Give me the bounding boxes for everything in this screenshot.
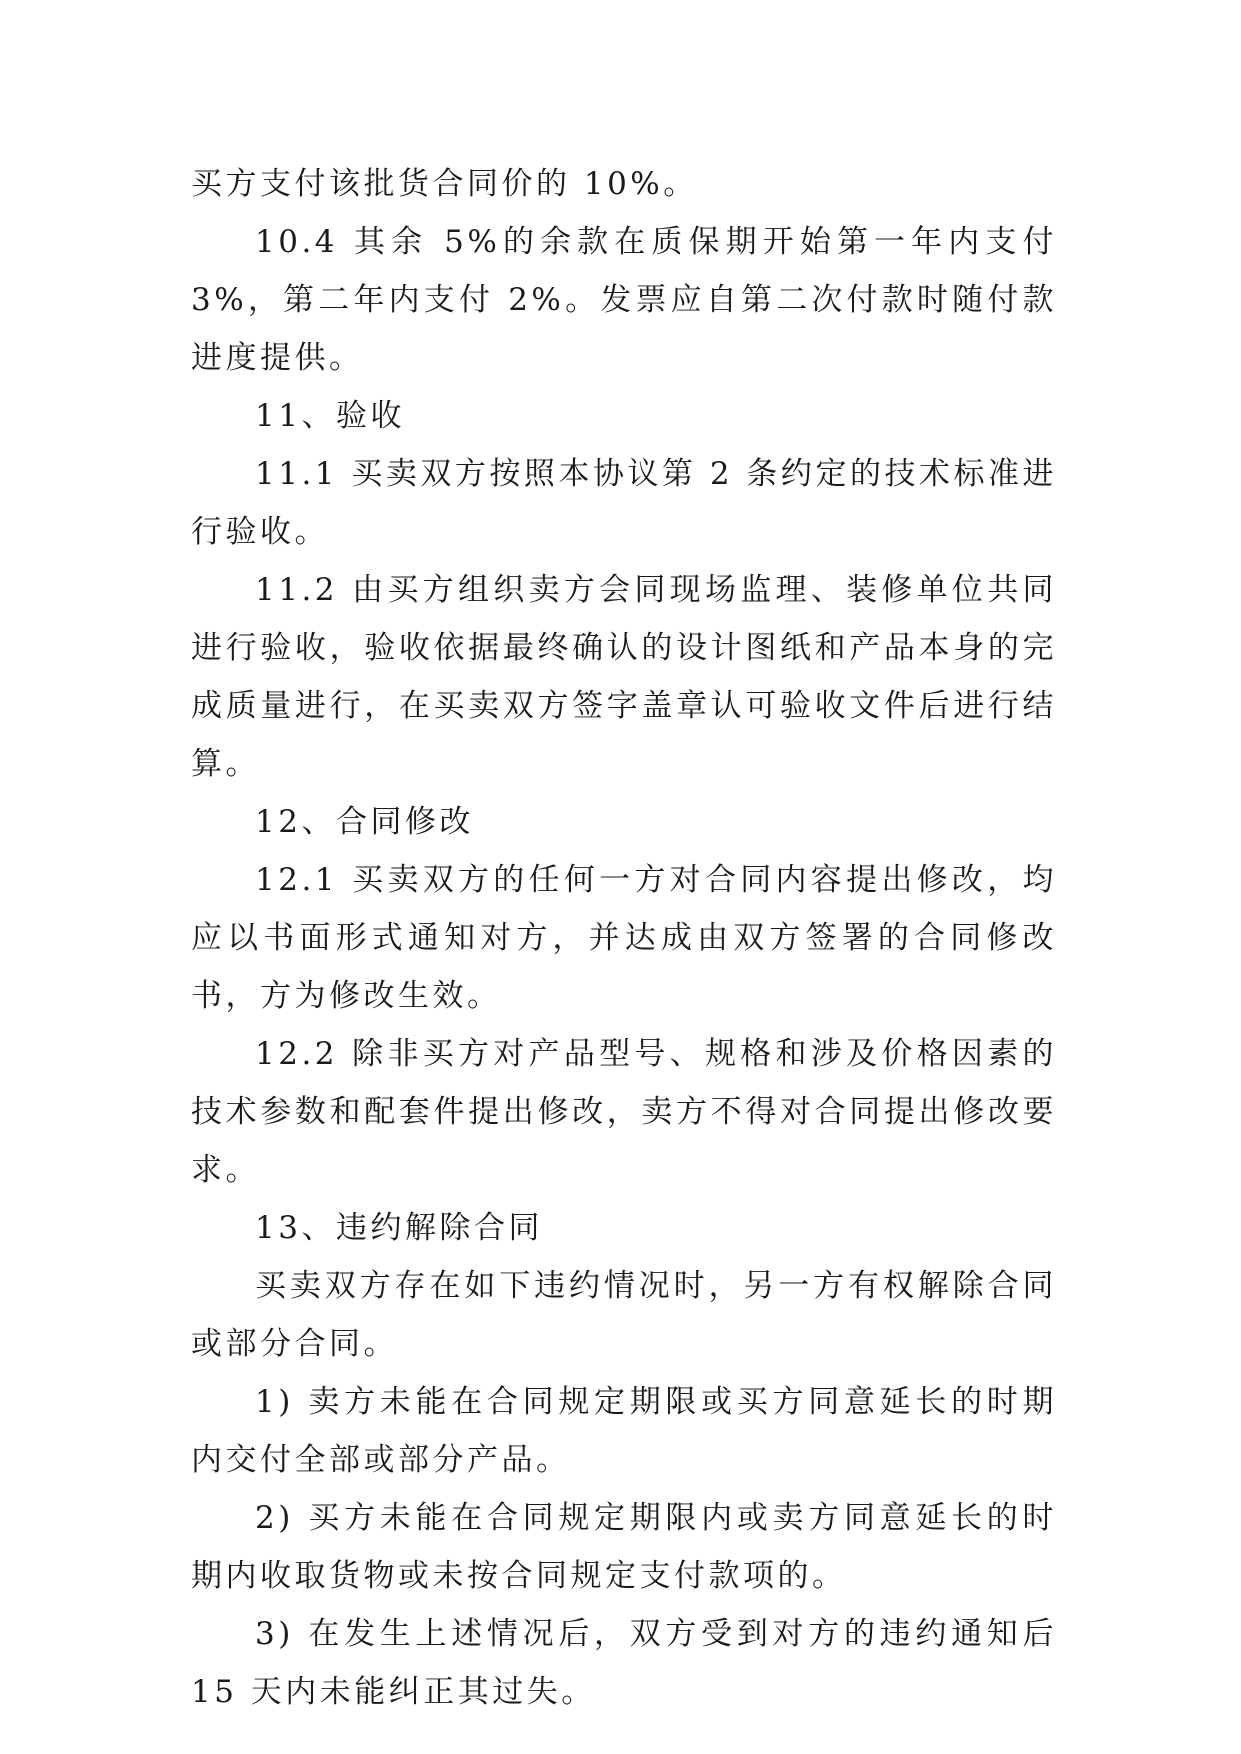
- paragraph-11-2: 11.2 由买方组织卖方会同现场监理、装修单位共同进行验收，验收依据最终确认的设计图纸和产品本身的完成质量进行，在买卖双方签字盖章认可验收文件后进行结算。: [191, 572, 1057, 782]
- paragraph-12-2: 12.2 除非买方对产品型号、规格和涉及价格因素的技术参数和配套件提出修改，卖方不得对合同提出修改要求。: [191, 1036, 1057, 1188]
- paragraph-10-4: 10.4 其余 5%的余款在质保期开始第一年内支付 3%，第二年内支付 2%。发票应自第二次付款时随付款进度提供。: [191, 224, 1057, 376]
- list-item-2: 2) 买方未能在合同规定期限内或卖方同意延长的时期内收取货物或未按合同规定支付款项的。: [191, 1500, 1057, 1594]
- paragraph-payment-continuation: 买方支付该批货合同价的 10%。: [191, 166, 698, 202]
- paragraph-13-intro: 买卖双方存在如下违约情况时，另一方有权解除合同或部分合同。: [191, 1268, 1057, 1362]
- paragraph-12-1: 12.1 买卖双方的任何一方对合同内容提出修改，均应以书面形式通知对方，并达成由双方签署的合同修改书，方为修改生效。: [191, 862, 1057, 1014]
- list-item-3: 3) 在发生上述情况后，双方受到对方的违约通知后 15 天内未能纠正其过失。: [191, 1616, 1057, 1710]
- heading-12-contract-modification: 12、合同修改: [255, 804, 474, 840]
- heading-13-termination: 13、违约解除合同: [255, 1210, 543, 1246]
- document-body: [191, 155, 1057, 1721]
- list-item-1: 1) 卖方未能在合同规定期限或买方同意延长的时期内交付全部或部分产品。: [191, 1384, 1057, 1478]
- heading-11-acceptance: 11、验收: [255, 398, 405, 434]
- paragraph-11-1: 11.1 买卖双方按照本协议第 2 条约定的技术标准进行验收。: [191, 456, 1057, 550]
